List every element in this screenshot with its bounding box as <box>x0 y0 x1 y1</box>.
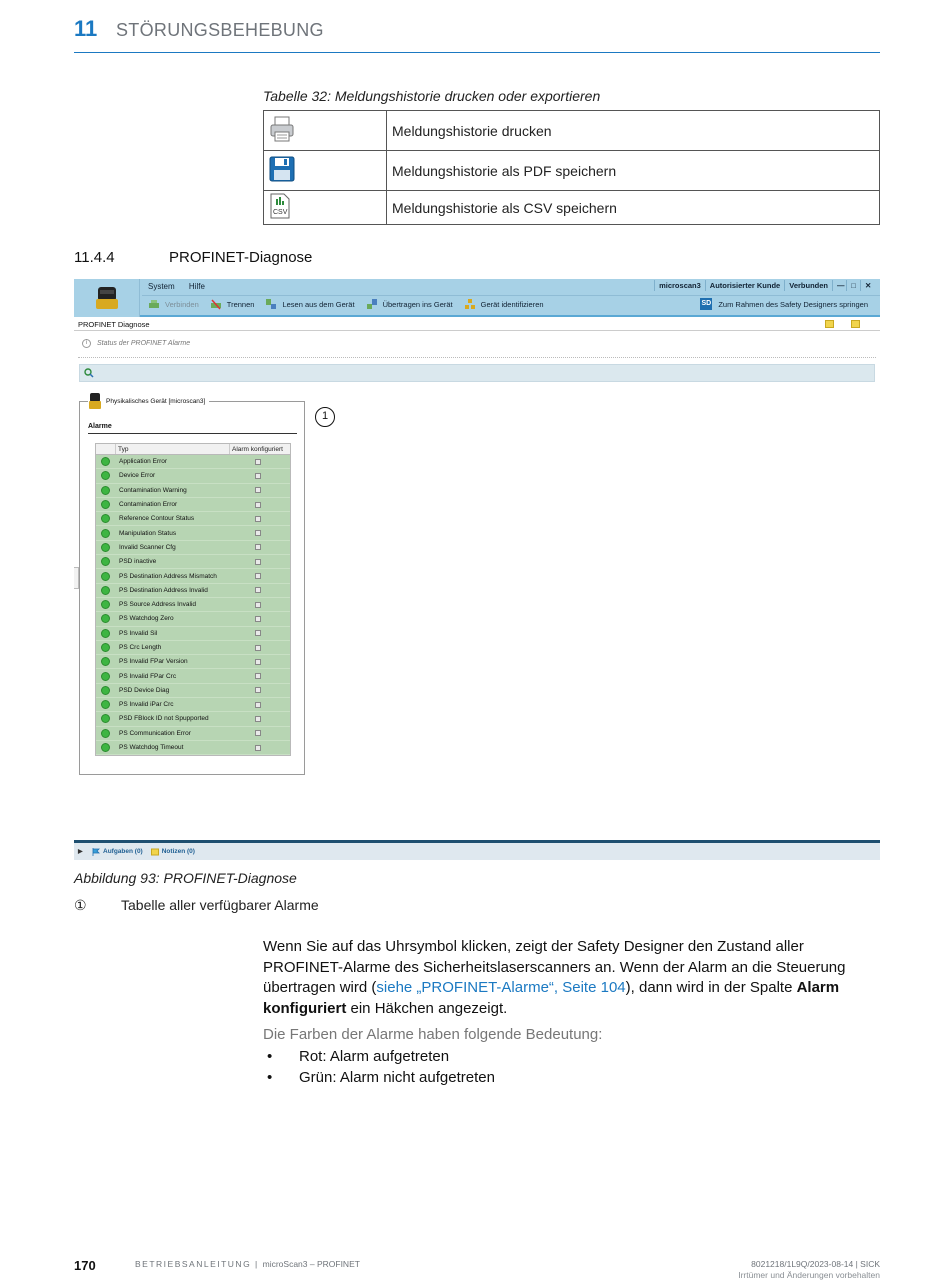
colors-intro: Die Farben der Alarme haben folgende Bedeutung: <box>263 1026 603 1043</box>
alarm-type-label: PS Watchdog Zero <box>119 615 174 623</box>
status-ok-icon <box>101 629 110 638</box>
device-logo <box>74 279 140 317</box>
alarm-type-label: PS Crc Length <box>119 644 162 651</box>
table-cell: Meldungshistorie als PDF speichern <box>387 151 880 191</box>
status-ok-icon <box>101 557 110 566</box>
device-legend <box>88 392 209 410</box>
notes-tab[interactable]: Notizen (0) <box>151 848 195 856</box>
alarm-configured-checkbox[interactable] <box>255 573 261 579</box>
footer-right <box>738 1259 880 1280</box>
table-row <box>96 612 290 626</box>
add-note-icon[interactable] <box>851 320 860 328</box>
status-tabs <box>654 280 874 291</box>
tab-device[interactable]: microscan3 <box>654 280 705 291</box>
alarm-type-label: PS Invalid Sil <box>119 629 158 637</box>
flag-icon <box>92 848 100 856</box>
alarm-configured-checkbox[interactable] <box>255 516 261 522</box>
tab-connection[interactable]: Verbunden <box>784 280 832 291</box>
scanner-icon <box>88 392 102 410</box>
alarm-type-label: PS Invalid iPar Crc <box>119 701 174 709</box>
panel-rule <box>74 330 880 331</box>
connect-button[interactable]: Verbinden <box>148 298 199 310</box>
device-label: Physikalisches Gerät [microscan3] <box>106 397 206 405</box>
status-label: Status der PROFINET Alarme <box>97 340 191 347</box>
save-pdf-icon[interactable] <box>268 155 296 183</box>
alarm-rows <box>96 455 290 755</box>
alarm-type-label: Contamination Warning <box>119 486 187 494</box>
status-ok-icon <box>101 600 110 609</box>
table-cell: Meldungshistorie als CSV speichern <box>387 191 880 225</box>
table-row <box>96 627 290 641</box>
transfer-device-button[interactable]: Übertragen ins Gerät <box>366 298 453 310</box>
menu-system[interactable]: System <box>148 282 175 291</box>
alarm-type-label: Reference Contour Status <box>119 515 195 523</box>
table-row <box>96 598 290 612</box>
read-device-button[interactable]: Lesen aus dem Gerät <box>265 298 354 310</box>
alarm-configured-checkbox[interactable] <box>255 530 261 536</box>
divider <box>78 357 876 358</box>
status-ok-icon <box>101 657 110 666</box>
csv-export-icon[interactable] <box>268 193 292 219</box>
table-row <box>96 641 290 655</box>
table-row <box>96 455 290 469</box>
status-ok-icon <box>101 500 110 509</box>
table-row <box>96 698 290 712</box>
chapter-number: 11 <box>74 16 98 41</box>
alarm-type-label: PS Destination Address Mismatch <box>119 572 217 580</box>
tab-user-level[interactable]: Autorisierter Kunde <box>705 280 784 291</box>
panel-title: PROFINET Diagnose <box>78 320 150 329</box>
disconnect-button[interactable]: Trennen <box>210 298 255 310</box>
menu-bar <box>148 282 217 291</box>
profinet-diagnosis-screenshot <box>74 279 880 860</box>
close-button[interactable]: ✕ <box>860 280 874 291</box>
status-row <box>82 339 190 348</box>
status-ok-icon <box>101 529 110 538</box>
printer-icon[interactable] <box>268 115 296 143</box>
refresh-icon[interactable] <box>84 368 94 378</box>
table-row <box>96 569 290 583</box>
list-item: • Rot: Alarm aufgetreten <box>267 1048 450 1065</box>
table-row <box>96 741 290 755</box>
legend-marker: ① <box>74 897 87 913</box>
table-row <box>96 684 290 698</box>
status-ok-icon <box>101 457 110 466</box>
status-ok-icon <box>101 700 110 709</box>
alarm-configured-checkbox[interactable] <box>255 459 261 465</box>
table-row <box>96 655 290 669</box>
alarm-type-label: Manipulation Status <box>119 529 177 537</box>
table-row <box>96 669 290 683</box>
document-id: 8021218/1L9Q/2023-08-14 | SICK <box>751 1259 880 1269</box>
status-ok-icon <box>101 743 110 752</box>
alarm-type-label: PSD FBlock ID not Spupported <box>119 715 209 723</box>
alarm-configured-checkbox[interactable] <box>255 702 261 708</box>
table-row <box>96 555 290 569</box>
table-row <box>96 484 290 498</box>
note-icon[interactable] <box>825 320 834 328</box>
info-icon: i <box>82 339 91 348</box>
alarm-type-label: PS Invalid FPar Version <box>119 658 188 666</box>
bottom-bar <box>74 840 880 860</box>
maximize-button[interactable]: □ <box>846 280 860 291</box>
table-row <box>96 498 290 512</box>
color-meaning-list <box>263 1046 495 1088</box>
alarm-type-label: Device Error <box>119 472 156 480</box>
alarm-configured-checkbox[interactable] <box>255 559 261 565</box>
header-rule <box>74 52 880 53</box>
column-type[interactable]: Typ <box>116 444 230 454</box>
alarm-configured-checkbox[interactable] <box>255 716 261 722</box>
bold-term: Alarm konfiguriert <box>263 979 840 1017</box>
alarm-type-label: PSD inactive <box>119 558 157 566</box>
alarm-type-label: PS Destination Address Invalid <box>119 586 208 594</box>
alarm-configured-checkbox[interactable] <box>255 587 261 593</box>
side-panel-handle[interactable] <box>74 567 79 589</box>
status-ok-icon <box>101 514 110 523</box>
table-row <box>96 512 290 526</box>
chapter-title: STÖRUNGSBEHEBUNG <box>116 20 324 40</box>
table-row <box>96 584 290 598</box>
alarm-configured-checkbox[interactable] <box>255 602 261 608</box>
read-device-icon <box>265 298 277 310</box>
table-cell: Meldungshistorie drucken <box>387 111 880 151</box>
body-paragraph: Wenn Sie auf das Uhrsymbol klicken, zeigt der Safety Designer den Zustand aller PROFINET-Alarme des Sicherheitslaserscanners an. Wenn der Alarm an die Steuerung übertragen wird (siehe „PROFINET-Alarme“, Seite 104), dann wird in der Spalte Alarm konfiguriert ein Häkchen angezeigt. <box>263 938 846 1017</box>
alarm-type-label: Contamination Error <box>119 501 178 509</box>
alarm-configured-checkbox[interactable] <box>255 544 261 550</box>
app-toolbar <box>74 279 880 317</box>
refresh-bar <box>79 364 875 382</box>
alarm-configured-checkbox[interactable] <box>255 673 261 679</box>
alarm-type-label: PSD Device Diag <box>119 686 170 694</box>
message-history-table <box>263 110 880 225</box>
disconnect-icon <box>210 298 222 310</box>
status-ok-icon <box>101 672 110 681</box>
jump-to-frame-button[interactable]: SD Zum Rahmen des Safety Designers springen <box>701 299 868 309</box>
alarm-type-label: PS Source Address Invalid <box>119 601 196 609</box>
alarm-type-label: PS Watchdog Timeout <box>119 744 184 752</box>
disclaimer: Irrtümer und Änderungen vorbehalten <box>738 1270 880 1280</box>
alarm-table-header <box>96 444 290 455</box>
alarm-configured-checkbox[interactable] <box>255 502 261 508</box>
status-ok-icon <box>101 643 110 652</box>
table-caption: Tabelle 32: Meldungshistorie drucken oder exportieren <box>263 88 601 104</box>
table-row <box>264 151 880 191</box>
alarm-table <box>95 443 291 756</box>
connect-icon <box>148 298 160 310</box>
alarm-configured-checkbox[interactable] <box>255 473 261 479</box>
table-row <box>96 541 290 555</box>
status-ok-icon <box>101 572 110 581</box>
identify-device-button[interactable]: Gerät identifizieren <box>464 298 544 310</box>
minimize-button[interactable]: — <box>832 280 846 291</box>
safety-designer-icon: SD <box>700 298 712 310</box>
status-ok-icon <box>101 729 110 738</box>
alarm-configured-checkbox[interactable] <box>255 487 261 493</box>
identify-device-icon <box>464 298 476 310</box>
figure-caption: Abbildung 93: PROFINET-Diagnose <box>74 870 297 886</box>
status-ok-icon <box>101 686 110 695</box>
note-icon <box>151 848 159 856</box>
page-number: 170 <box>74 1258 96 1273</box>
alarms-heading: Alarme <box>88 423 112 430</box>
table-row <box>96 526 290 540</box>
table-row <box>264 191 880 225</box>
status-ok-icon <box>101 486 110 495</box>
footer-document: BETRIEBSANLEITUNG | microScan3 – PROFINET <box>135 1259 360 1269</box>
tasks-tab[interactable]: Aufgaben (0) <box>92 848 143 856</box>
expand-arrow-icon[interactable]: ▶ <box>78 848 83 855</box>
table-row <box>96 469 290 483</box>
callout-marker: 1 <box>315 407 335 427</box>
table-row <box>96 727 290 741</box>
status-ok-icon <box>101 714 110 723</box>
alarm-configured-checkbox[interactable] <box>255 730 261 736</box>
toolbar-actions <box>148 298 555 310</box>
alarm-configured-checkbox[interactable] <box>255 630 261 636</box>
alarm-type-label: Invalid Scanner Cfg <box>119 543 176 551</box>
table-row <box>264 111 880 151</box>
legend-text: Tabelle aller verfügbarer Alarme <box>121 897 319 913</box>
alarm-type-label: PS Communication Error <box>119 729 191 737</box>
status-ok-icon <box>101 614 110 623</box>
alarm-configured-checkbox[interactable] <box>255 687 261 693</box>
menu-separator <box>142 295 880 296</box>
alarms-rule <box>88 433 297 434</box>
transfer-device-icon <box>366 298 378 310</box>
status-ok-icon <box>101 471 110 480</box>
menu-help[interactable]: Hilfe <box>188 282 205 291</box>
list-item: • Grün: Alarm nicht aufgetreten <box>267 1069 495 1086</box>
section-number: 11.4.4 <box>74 249 115 266</box>
alarm-type-label: PS Invalid FPar Crc <box>119 672 177 680</box>
cross-reference-link[interactable]: siehe „PROFINET-Alarme“, Seite 104 <box>376 979 626 996</box>
status-ok-icon <box>101 543 110 552</box>
alarm-configured-checkbox[interactable] <box>255 745 261 751</box>
device-group <box>79 397 305 775</box>
alarm-configured-checkbox[interactable] <box>255 645 261 651</box>
column-configured[interactable]: Alarm konfiguriert <box>232 446 283 453</box>
svg-text:CSV: CSV <box>273 209 288 216</box>
status-ok-icon <box>101 586 110 595</box>
alarm-configured-checkbox[interactable] <box>255 659 261 665</box>
scanner-device-icon <box>74 279 140 317</box>
section-title: PROFINET-Diagnose <box>169 249 313 266</box>
alarm-configured-checkbox[interactable] <box>255 616 261 622</box>
table-row <box>96 712 290 726</box>
alarm-type-label: Application Error <box>119 458 168 466</box>
